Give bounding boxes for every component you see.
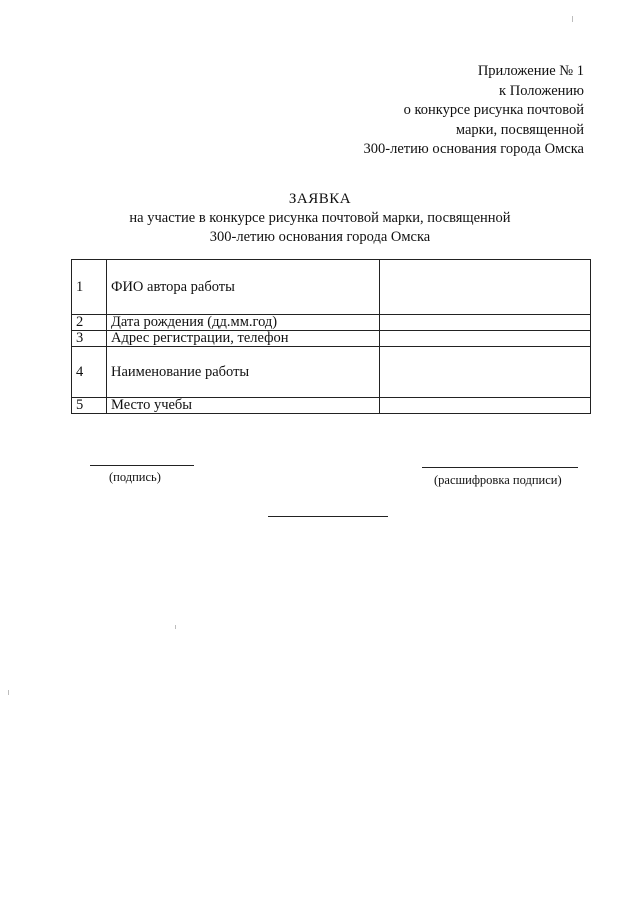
- table-row: [72, 398, 591, 414]
- appendix-line-3: о конкурсе рисунка почтовой: [403, 102, 584, 118]
- row-number: 2: [72, 315, 107, 331]
- row-number: 1: [72, 260, 107, 315]
- appendix-line-4: марки, посвященной: [455, 121, 584, 138]
- field-value-work-title[interactable]: [380, 347, 591, 398]
- field-label-address-phone: Адрес регистрации, телефон: [107, 331, 380, 347]
- field-value-author-name[interactable]: [380, 260, 591, 315]
- field-label-birth-date: Дата рождения (дд.мм.год): [107, 315, 380, 331]
- closing-divider: [268, 516, 388, 517]
- signature-decoding-line[interactable]: [422, 467, 578, 468]
- document-subtitle-line-1: на участие в конкурсе рисунка почтовой марки, посвященной: [129, 210, 511, 226]
- field-label-work-title: Наименование работы: [107, 347, 380, 398]
- appendix-line-2: к Положению: [499, 82, 584, 99]
- appendix-line-5: 300-летию основания города Омска: [363, 141, 584, 157]
- signature-caption: (подпись): [109, 470, 161, 484]
- scan-artifact: [175, 625, 176, 629]
- field-value-address-phone[interactable]: [380, 331, 591, 347]
- field-label-study-place: Место учебы: [107, 398, 380, 414]
- table-row: [72, 260, 591, 315]
- row-number: 3: [72, 331, 107, 347]
- signature-decoding-caption: (расшифровка подписи): [434, 473, 562, 487]
- application-form-table: [71, 259, 591, 414]
- appendix-header: [364, 62, 584, 160]
- document-subtitle-line-2: 300-летию основания города Омска: [209, 229, 431, 245]
- table-row: [72, 315, 591, 331]
- table-row: [72, 331, 591, 347]
- scan-artifact: [572, 16, 573, 22]
- scan-artifact: [8, 690, 9, 695]
- field-label-author-name: ФИО автора работы: [107, 260, 380, 315]
- row-number: 5: [72, 398, 107, 414]
- document-heading: [0, 189, 640, 247]
- table-row: [72, 347, 591, 398]
- field-value-study-place[interactable]: [380, 398, 591, 414]
- field-value-birth-date[interactable]: [380, 315, 591, 331]
- appendix-line-1: Приложение № 1: [477, 63, 584, 79]
- signature-line[interactable]: [90, 465, 194, 466]
- row-number: 4: [72, 347, 107, 398]
- document-title: ЗАЯВКА: [288, 191, 352, 207]
